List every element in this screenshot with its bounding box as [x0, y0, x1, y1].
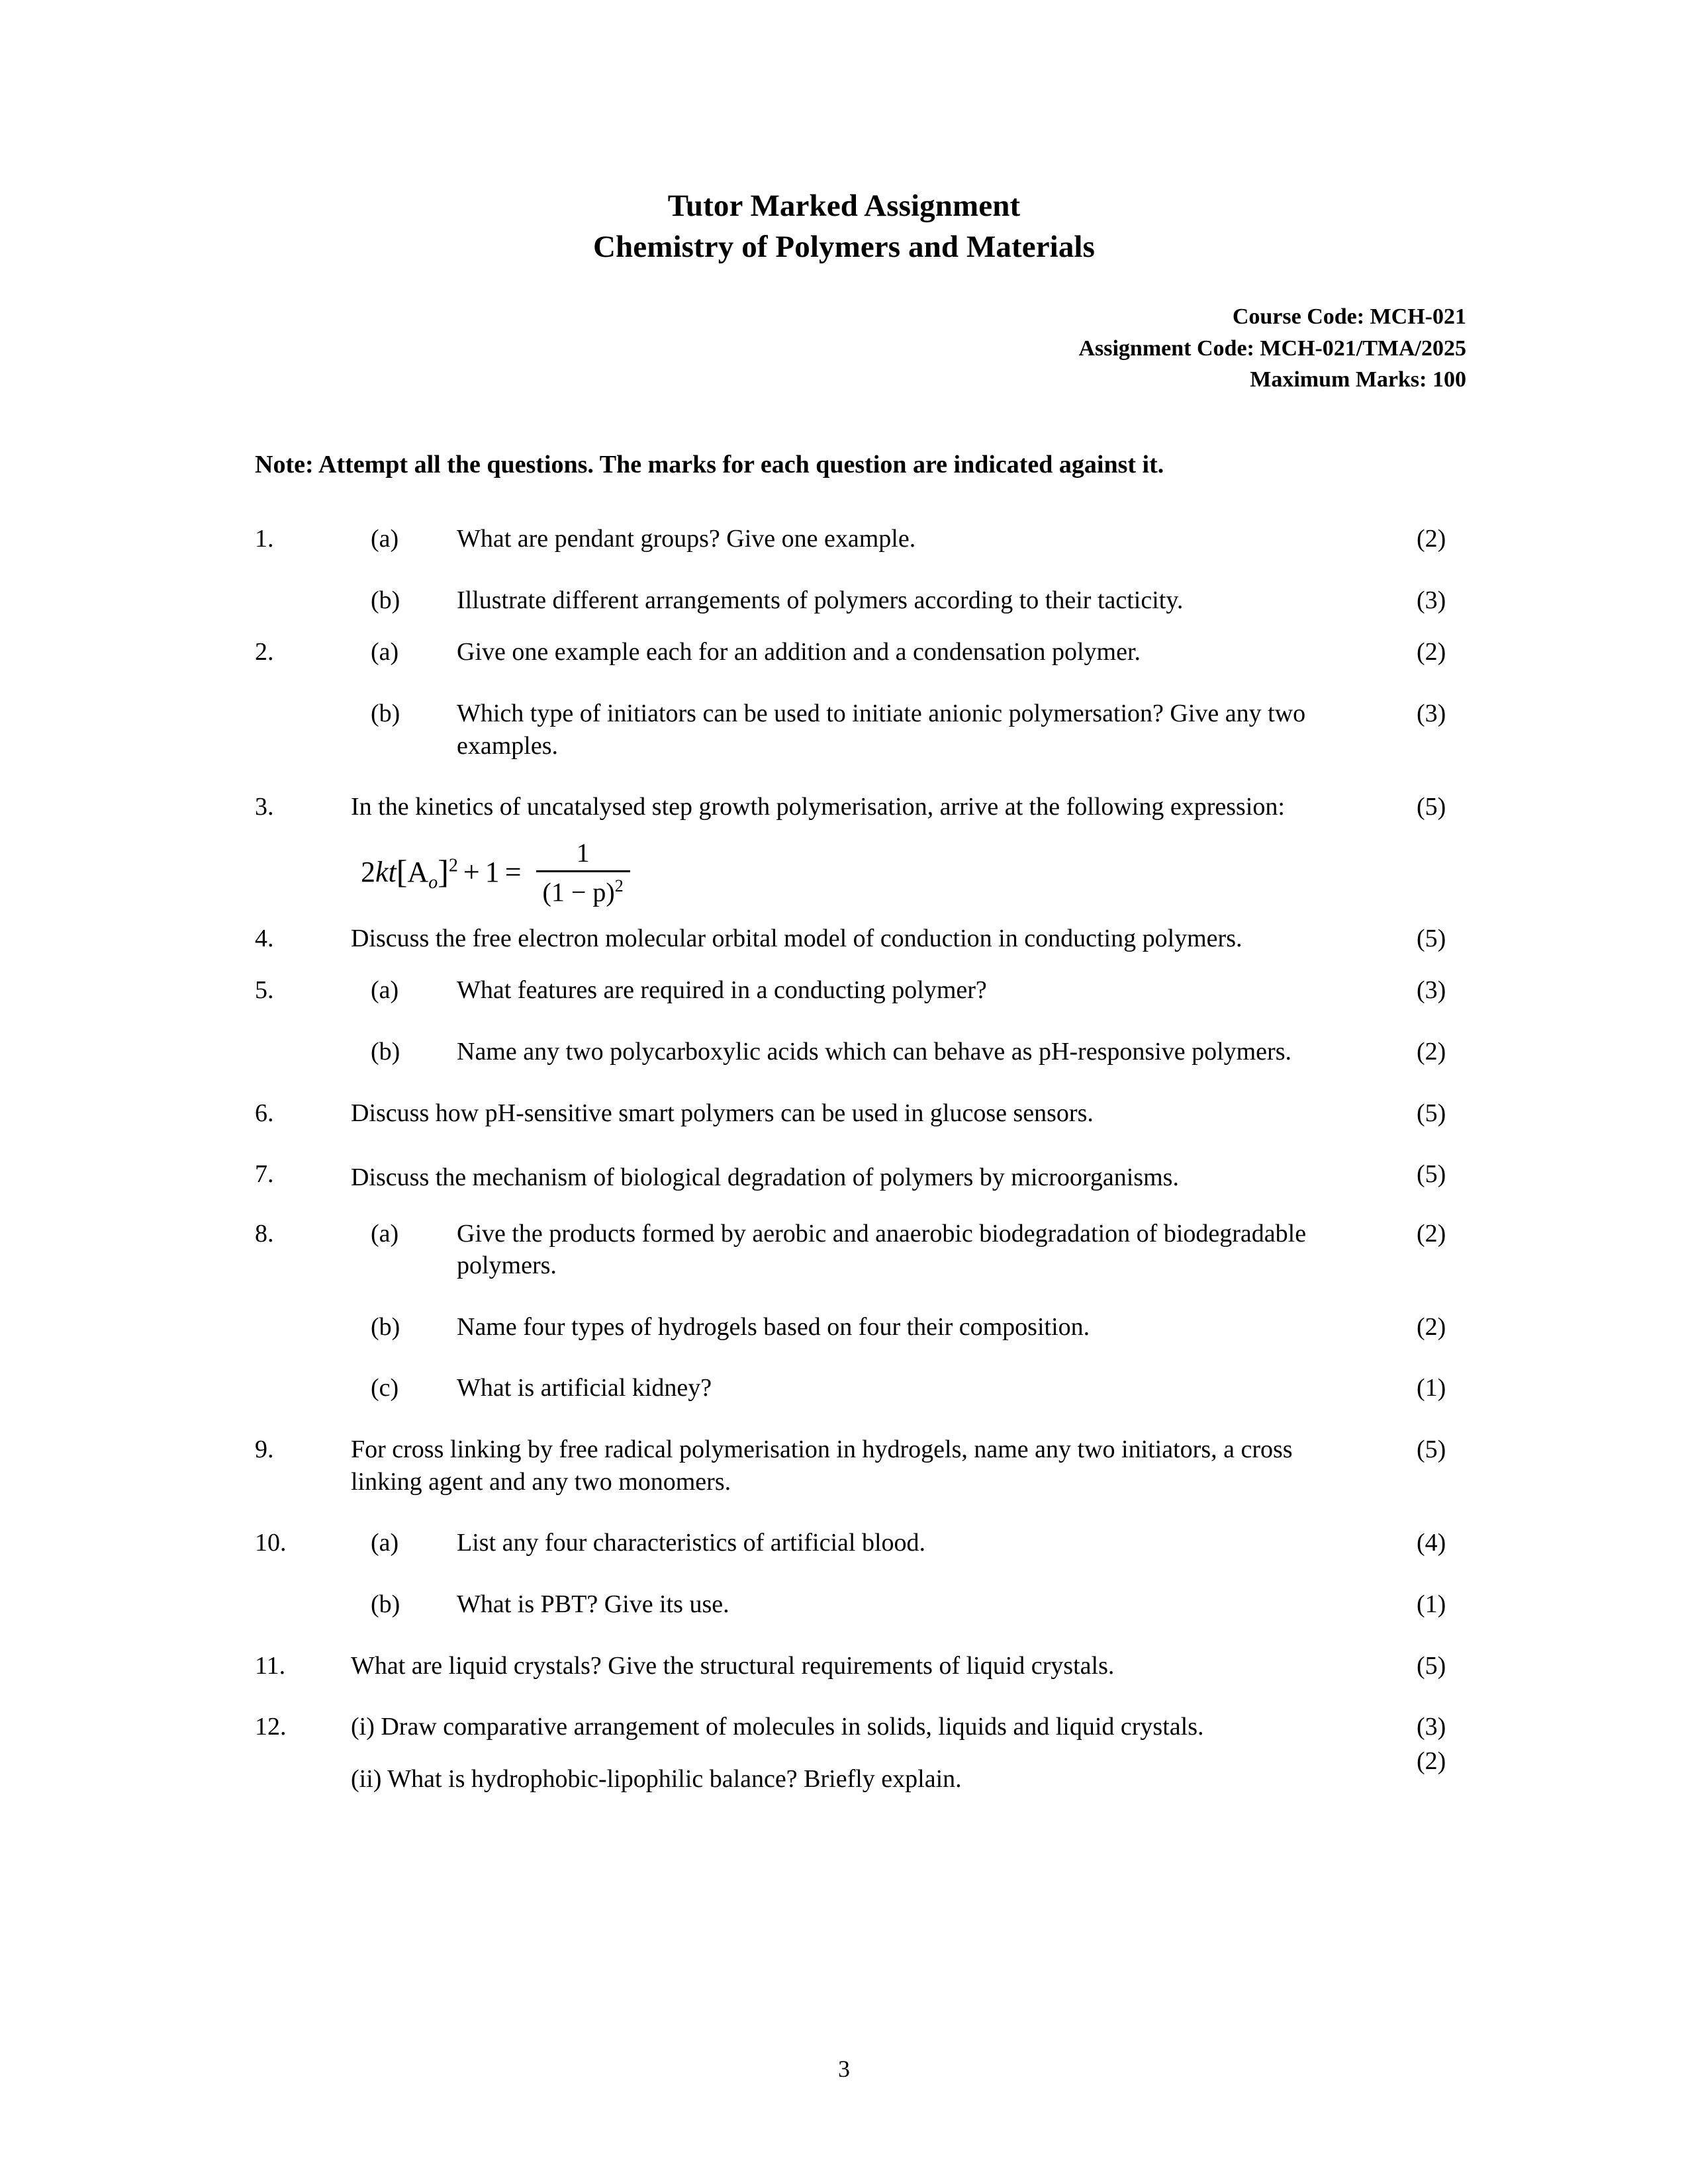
question-number: 3.: [255, 793, 274, 821]
equation-equals-operator: =: [504, 855, 522, 888]
question-number: 7.: [255, 1160, 274, 1189]
question-subpart-label: (a): [371, 976, 399, 1005]
question-item: [0, 1372, 1688, 1404]
course-code: Course Code: MCH-021: [1232, 304, 1466, 329]
question-item: [0, 1650, 1688, 1682]
spacer: [0, 1129, 1688, 1158]
question-text: For cross linking by free radical polymerisation in hydrogels, name any two initiators, a cross linking agent and any two monomers.: [351, 1435, 1293, 1496]
question-marks: (3): [1417, 699, 1446, 727]
question-number: 9.: [255, 1435, 274, 1464]
question-text: In the kinetics of uncatalysed step growth polymerisation, arrive at the following expression:: [351, 793, 1285, 821]
question-marks: (5): [1417, 924, 1446, 952]
equation-one-term: 1: [485, 855, 500, 888]
page-title-line-2: Chemistry of Polymers and Materials: [593, 230, 1095, 265]
question-item: [0, 1763, 1688, 1796]
equation-numerator: 1: [576, 838, 590, 868]
question-item: [0, 523, 1688, 555]
question-text: Which type of initiators can be used to initiate anionic polymersation? Give any two examples.: [457, 699, 1306, 760]
assignment-code: Assignment Code: MCH-021/TMA/2025: [1078, 336, 1466, 361]
question-item: [0, 1433, 1688, 1498]
question-marks: (2): [1417, 1312, 1446, 1341]
question-marks: (1): [1417, 1590, 1446, 1618]
question-subpart-label: (b): [371, 1312, 400, 1341]
equation-bracket-close: ]: [438, 852, 449, 890]
question-subpart-label: (b): [371, 1590, 400, 1618]
spacer: [0, 1198, 1688, 1218]
question-marks: (5): [1417, 1651, 1446, 1680]
page-title-line-1: Tutor Marked Assignment: [667, 189, 1021, 223]
question-marks: (2): [1417, 1747, 1446, 1776]
question-item: [0, 791, 1688, 823]
question-marks: (5): [1417, 1435, 1446, 1464]
assignment-meta-block: [1078, 301, 1466, 396]
instructions-note: Note: Attempt all the questions. The marks for each question are indicated against it.: [255, 451, 1164, 478]
question-marks: (4): [1417, 1529, 1446, 1557]
question-text: List any four characteristics of artificial blood.: [457, 1529, 926, 1557]
question-text: Discuss the free electron molecular orbital model of conduction in conducting polymers.: [351, 924, 1243, 952]
question-text: Give the products formed by aerobic and anaerobic biodegradation of biodegradable polymers.: [457, 1219, 1307, 1280]
question-marks: (3): [1417, 1713, 1446, 1741]
equation-left-hand-side: [361, 852, 527, 893]
question-number: 10.: [255, 1529, 287, 1557]
question-marks: (1): [1417, 1374, 1446, 1402]
question-item: [0, 1711, 1688, 1776]
equation-step-growth-kinetics: [361, 823, 1688, 923]
question-subpart-label: (b): [371, 1038, 400, 1066]
question-text: Discuss the mechanism of biological degradation of polymers by microorganisms.: [351, 1163, 1179, 1192]
question-item: [0, 1218, 1688, 1282]
page-number: 3: [838, 2056, 850, 2082]
question-subpart-label: (c): [371, 1374, 399, 1402]
question-text: What are pendant groups? Give one example.: [457, 525, 916, 553]
question-list: [0, 523, 1688, 1795]
question-number: 12.: [255, 1713, 287, 1741]
equation-denominator-expression: (1 − p): [542, 877, 615, 907]
question-subpart-label: (a): [371, 638, 399, 666]
question-text: (ii) What is hydrophobic-lipophilic balance? Briefly explain.: [351, 1764, 962, 1793]
question-text: Name four types of hydrogels based on four their composition.: [457, 1312, 1090, 1341]
equation-rate-symbol: kt: [375, 855, 397, 888]
question-text: What features are required in a conducting polymer?: [457, 976, 987, 1005]
spacer: [0, 1559, 1688, 1588]
question-text: What is PBT? Give its use.: [457, 1590, 729, 1618]
spacer: [0, 1404, 1688, 1433]
equation-denominator: [536, 872, 630, 905]
equation-fraction: [536, 840, 630, 905]
spacer: [0, 668, 1688, 698]
question-number: 8.: [255, 1219, 274, 1248]
question-item: [0, 974, 1688, 1007]
question-subpart-label: (a): [371, 1529, 399, 1557]
spacer: [0, 1343, 1688, 1372]
equation-species: A: [407, 855, 429, 888]
question-marks: (3): [1417, 976, 1446, 1005]
question-item: [0, 1588, 1688, 1621]
question-marks: (2): [1417, 1038, 1446, 1066]
question-marks: (2): [1417, 525, 1446, 553]
question-item: [0, 923, 1688, 955]
question-marks: (3): [1417, 586, 1446, 614]
question-subpart-label: (a): [371, 525, 399, 553]
question-marks: (5): [1417, 1160, 1446, 1189]
question-number: 6.: [255, 1099, 274, 1127]
spacer: [0, 1498, 1688, 1527]
question-text: Illustrate different arrangements of polymers according to their tacticity.: [457, 586, 1184, 614]
equation-bracket-exponent: 2: [448, 855, 458, 876]
spacer: [0, 1007, 1688, 1036]
question-number: 1.: [255, 525, 274, 553]
question-item: [0, 1097, 1688, 1130]
equation-plus-operator: +: [463, 855, 480, 888]
spacer: [0, 1068, 1688, 1097]
spacer: [0, 1682, 1688, 1711]
spacer: [0, 555, 1688, 584]
question-item: [0, 1158, 1688, 1197]
question-number: 11.: [255, 1651, 286, 1680]
question-text: Name any two polycarboxylic acids which can behave as pH-responsive polymers.: [457, 1038, 1291, 1066]
question-item: [0, 584, 1688, 617]
question-item: [0, 1527, 1688, 1559]
spacer: [0, 954, 1688, 974]
question-item: [0, 1036, 1688, 1068]
question-number: 5.: [255, 976, 274, 1005]
question-subpart-label: (a): [371, 1219, 399, 1248]
equation-species-subscript: o: [428, 872, 438, 893]
question-marks: (5): [1417, 1099, 1446, 1127]
question-number: 4.: [255, 924, 274, 952]
equation-bracket-open: [: [396, 852, 408, 890]
question-item: [0, 636, 1688, 668]
question-text: What are liquid crystals? Give the structural requirements of liquid crystals.: [351, 1651, 1115, 1680]
spacer: [0, 762, 1688, 791]
question-subpart-label: (b): [371, 699, 400, 727]
question-item: [0, 1311, 1688, 1343]
maximum-marks: Maximum Marks: 100: [1250, 367, 1466, 392]
question-marks: (2): [1417, 1219, 1446, 1248]
question-text: Discuss how pH-sensitive smart polymers can be used in glucose sensors.: [351, 1099, 1094, 1127]
question-text: What is artificial kidney?: [457, 1374, 712, 1402]
spacer: [0, 1282, 1688, 1311]
question-marks: (2): [1417, 638, 1446, 666]
question-subpart-label: (b): [371, 586, 400, 614]
equation-denominator-exponent: 2: [614, 876, 624, 896]
question-number: 2.: [255, 638, 274, 666]
spacer: [0, 616, 1688, 636]
spacer: [0, 1621, 1688, 1650]
document-header: [0, 185, 1688, 267]
question-item: [0, 698, 1688, 762]
question-text: (i) Draw comparative arrangement of molecules in solids, liquids and liquid crystals.: [351, 1713, 1204, 1741]
equation-coefficient: 2: [361, 855, 375, 888]
question-marks: (5): [1417, 793, 1446, 821]
question-text: Give one example each for an addition and a condensation polymer.: [457, 638, 1141, 666]
